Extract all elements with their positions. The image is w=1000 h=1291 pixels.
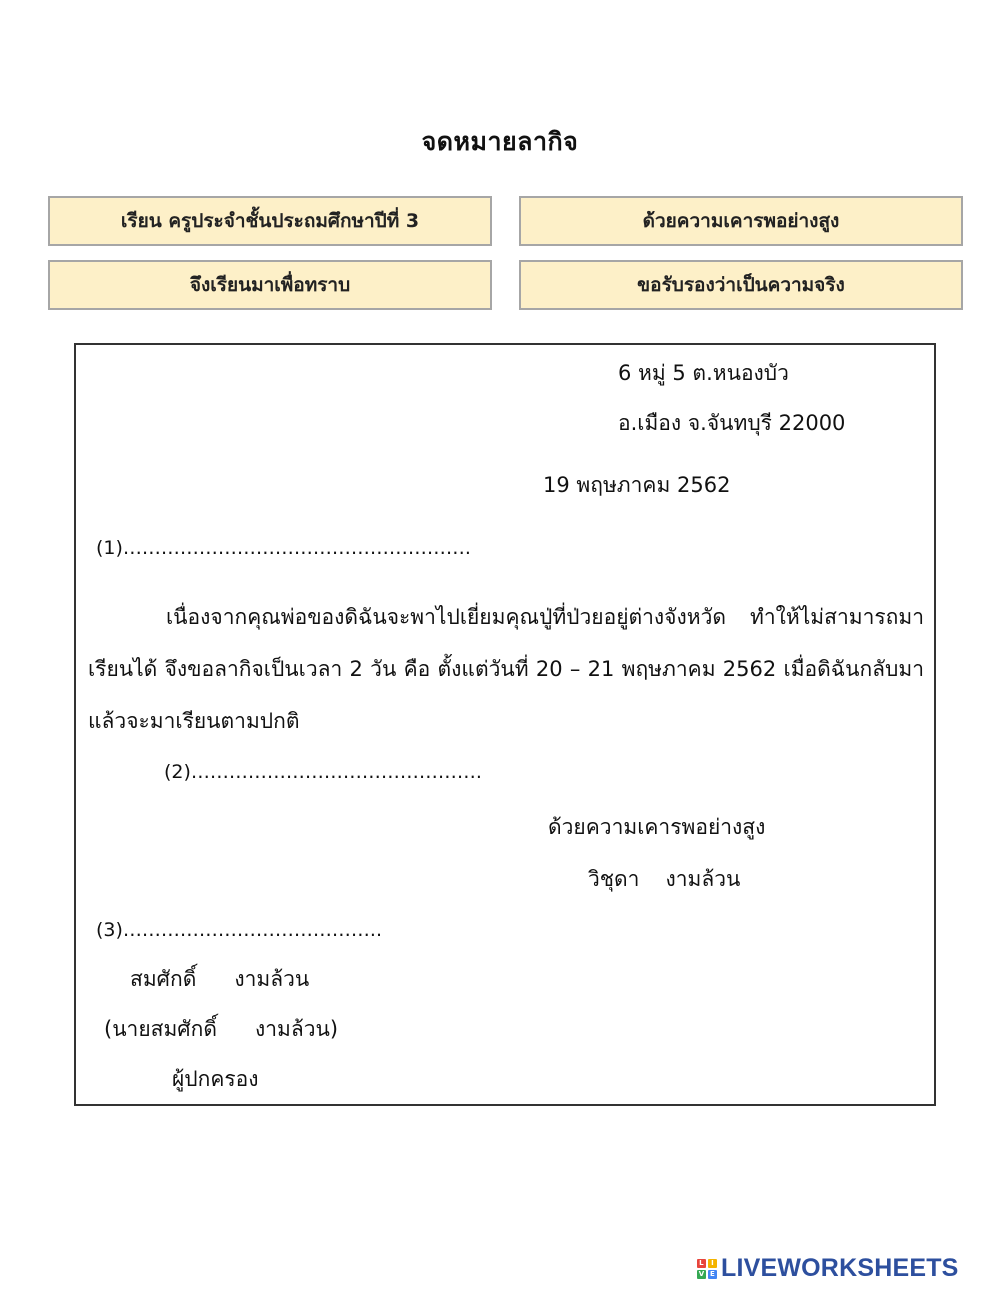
parent-role: ผู้ปกครอง (172, 1067, 259, 1091)
parent-first-name: สมศักดิ์ (130, 967, 197, 991)
student-signature (588, 867, 740, 892)
student-first-name: วิชุดา (588, 867, 640, 891)
logo-tile-v: V (698, 1270, 705, 1278)
letter-date: 19 พฤษภาคม 2562 (543, 473, 731, 497)
answer-choice-for-your-information[interactable]: จึงเรียนมาเพื่อทราบ (48, 260, 492, 310)
parent-last-name: งามล้วน (234, 967, 310, 991)
drop-zone-3[interactable]: (3)………………………………….. (96, 919, 382, 941)
parent-full-name (104, 1017, 338, 1042)
parent-full-last: งามล้วน) (255, 1017, 339, 1041)
letter-box (74, 343, 936, 1106)
logo-tile-e: E (708, 1270, 717, 1279)
liveworksheets-footer (697, 1254, 959, 1283)
page-title: จดหมายลากิจ (421, 127, 579, 156)
answer-choice-respect-closing[interactable]: ด้วยความเคารพอย่างสูง (519, 196, 963, 246)
liveworksheets-logo-icon (697, 1259, 717, 1279)
address-line-2: อ.เมือง จ.จันทบุรี 22000 (618, 411, 846, 435)
address-line-1: 6 หมู่ 5 ต.หนองบัว (618, 361, 789, 385)
logo-tile-l: L (697, 1259, 706, 1268)
drop-zone-1[interactable]: (1)………………………………………………. (96, 537, 471, 559)
answer-choice-teacher-greeting[interactable]: เรียน ครูประจำชั้นประถมศึกษาปีที่ 3 (48, 196, 492, 246)
parent-signature (130, 967, 309, 992)
letter-body: เนื่องจากคุณพ่อของดิฉันจะพาไปเยี่ยมคุณปู่ที่ป่วยอยู่ต่างจังหวัด ทำให้ไม่สามารถมาเรียนได้ จึงขอลากิจเป็นเวลา 2 วัน คือ ตั้งแต่วันที่ 20 – 21 พฤษภาคม 2562 เมื่อดิฉันกลับมาแล้วจะมาเรียนตามปกติ (88, 605, 924, 733)
closing-text: ด้วยความเคารพอย่างสูง (548, 815, 766, 839)
logo-tile-i: I (708, 1259, 717, 1268)
answer-choice-certify-truth[interactable]: ขอรับรองว่าเป็นความจริง (519, 260, 963, 310)
brand-name: LIVEWORKSHEETS (721, 1254, 959, 1282)
student-last-name: งามล้วน (665, 867, 741, 891)
drop-zone-2[interactable]: (2)………………………………………. (164, 761, 482, 783)
parent-full-first: (นายสมศักดิ์ (104, 1017, 217, 1041)
